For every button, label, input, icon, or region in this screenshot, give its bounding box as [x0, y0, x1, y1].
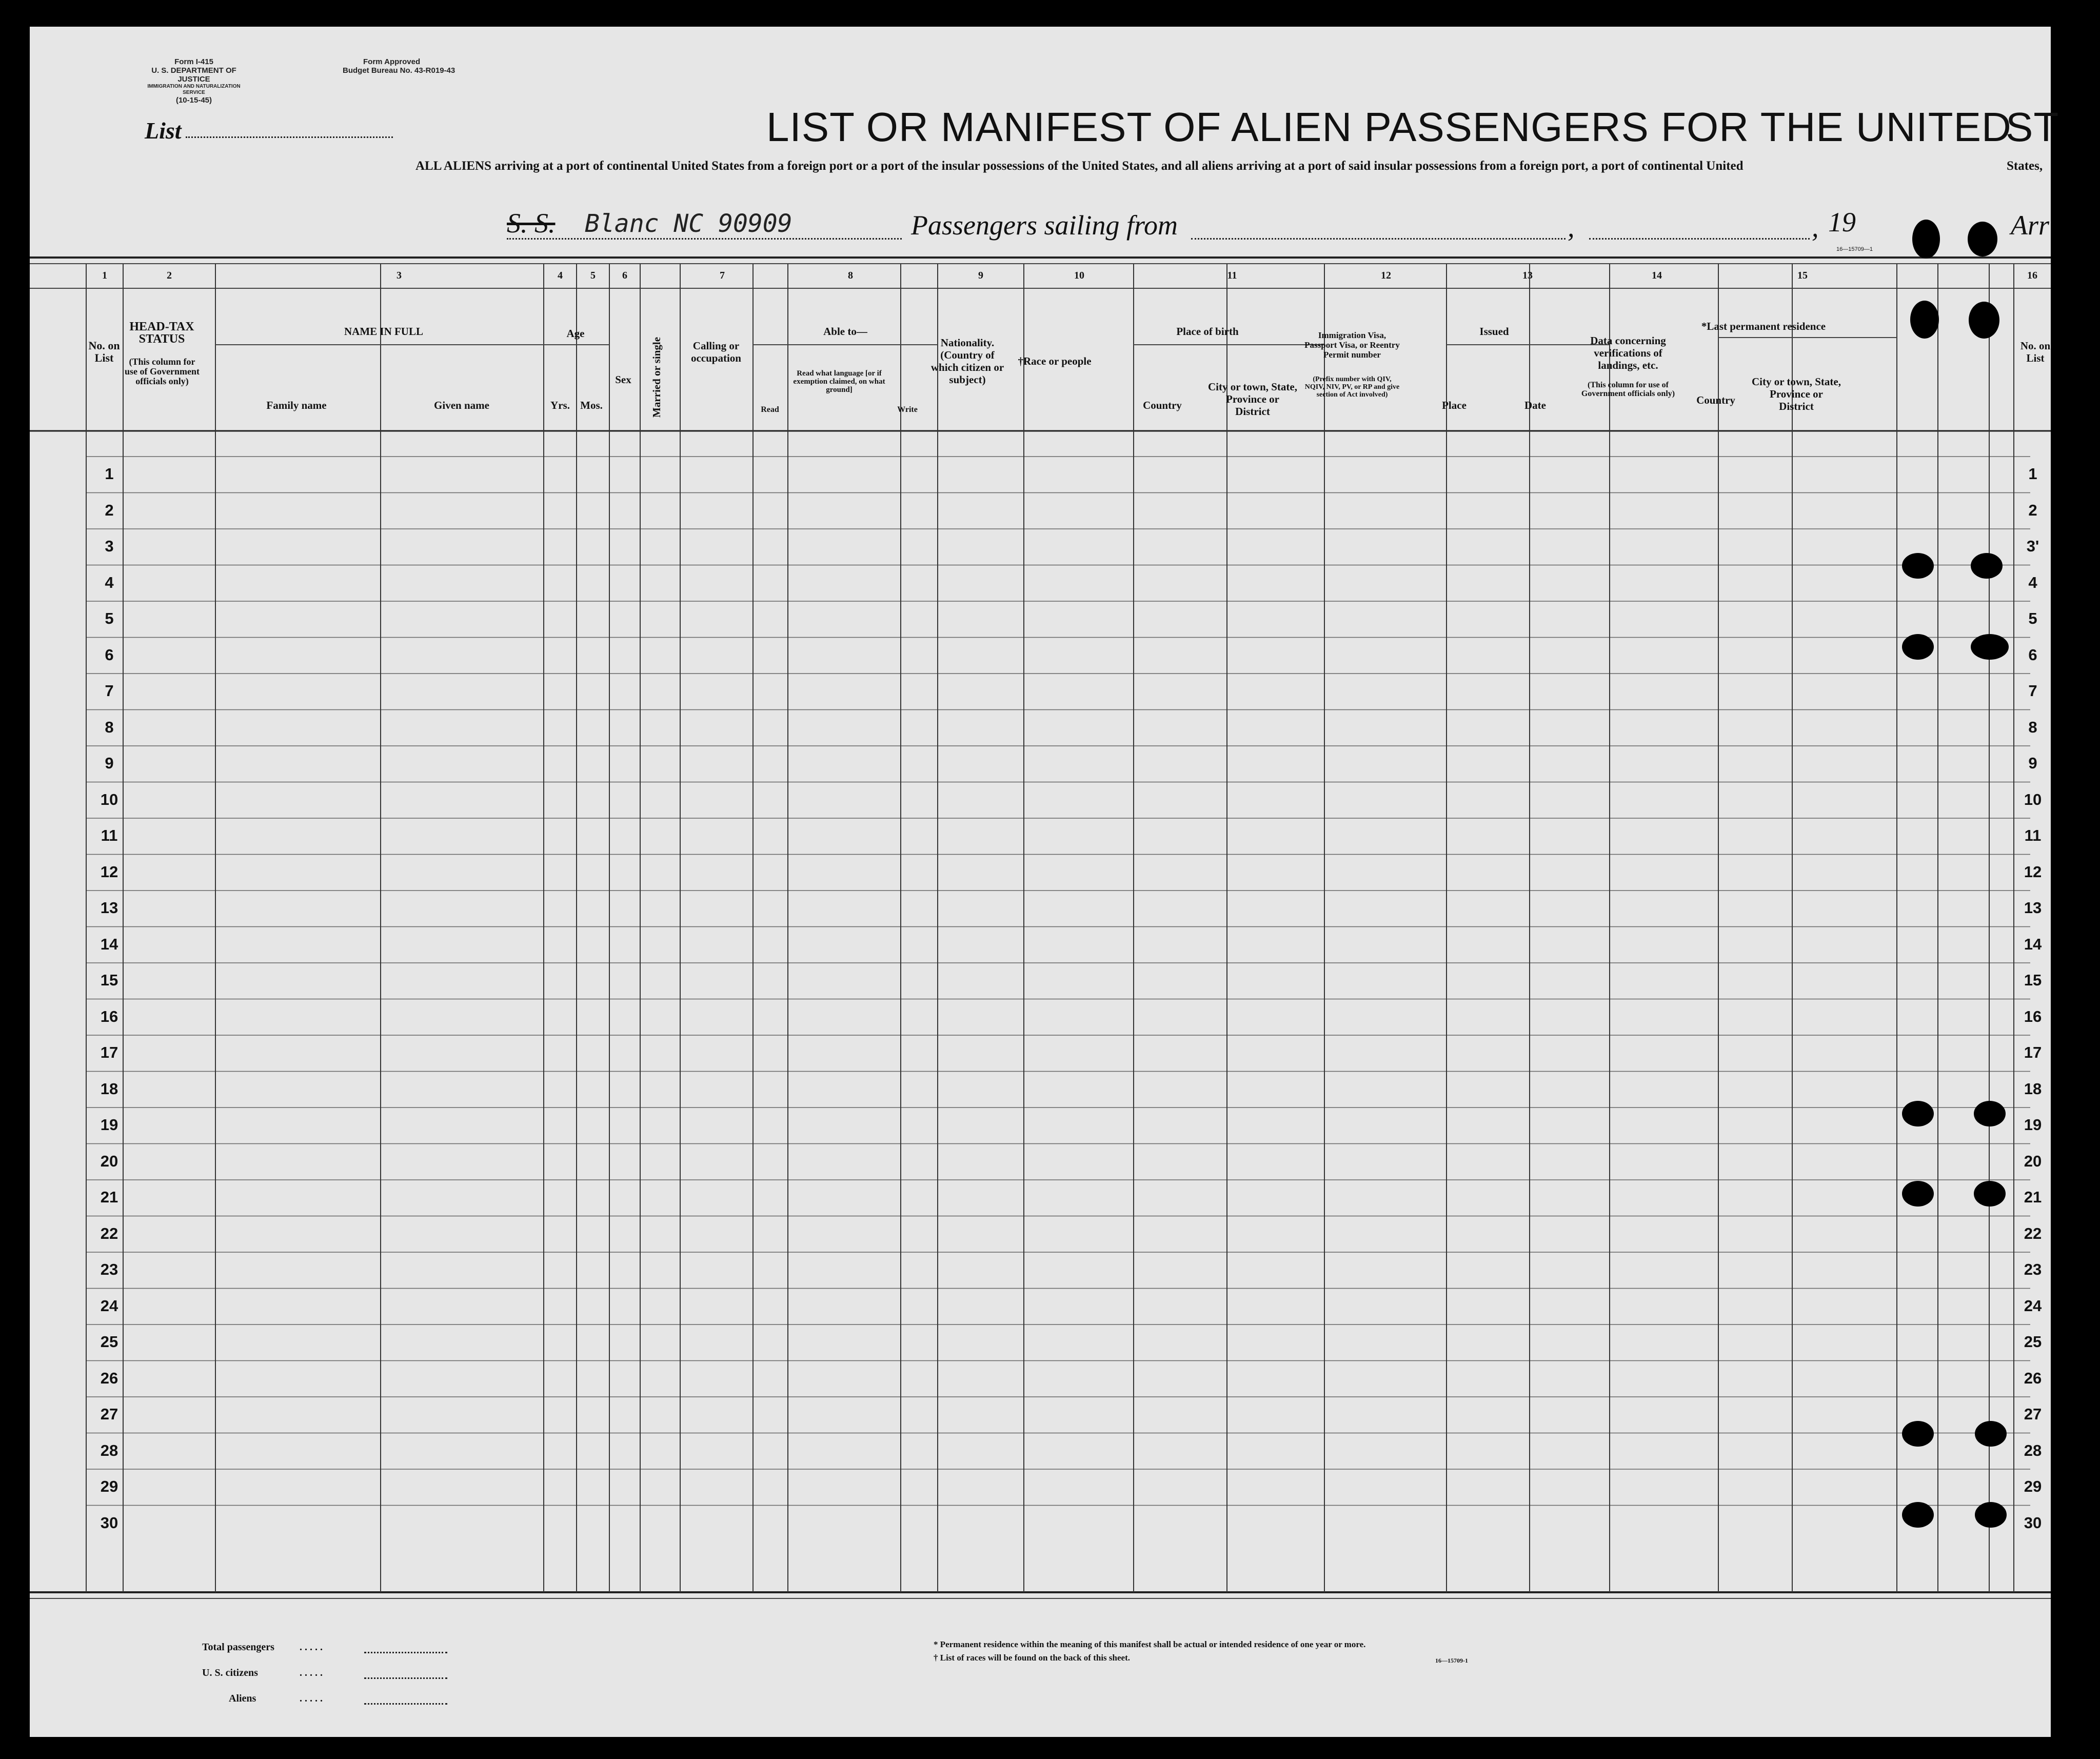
punch-hole [1969, 302, 1999, 339]
col-married: Married or single [650, 337, 663, 418]
col-place-of-birth: Place of birth [1176, 325, 1239, 338]
form-approved: Form Approved [363, 57, 421, 66]
column-number: 7 [720, 270, 725, 281]
page-title: LIST OR MANIFEST OF ALIEN PASSENGERS FOR THE UNITED [766, 104, 2012, 150]
date-code: (10-15-45) [175, 96, 212, 105]
col-no-on-list-right: No. on List [2020, 340, 2051, 364]
row-number: 7 [105, 682, 114, 700]
column-number: 13 [1522, 270, 1533, 281]
punch-hole [1902, 553, 1934, 579]
row-number: 16 [100, 1007, 118, 1025]
row-number: 15 [100, 971, 118, 989]
col-head-tax: HEAD-TAX STATUS [129, 320, 194, 346]
punch-hole [1912, 220, 1940, 259]
row-number-right: 21 [2024, 1188, 2042, 1206]
row-number-right: 19 [2024, 1116, 2042, 1134]
column-number: 15 [1797, 270, 1808, 281]
row-number-right: 3' [2026, 537, 2039, 555]
row-number: 22 [100, 1224, 118, 1242]
row-number-right: 11 [2024, 826, 2042, 844]
row-number: 10 [100, 790, 118, 808]
row-number-right: 1 [2028, 465, 2037, 483]
punch-hole [1902, 1421, 1934, 1447]
row-number: 19 [100, 1116, 118, 1134]
row-number-right: 10 [2024, 790, 2042, 808]
col-issued-date: Date [1524, 399, 1546, 411]
column-number: 2 [167, 270, 172, 281]
form-number: Form I-415 [174, 57, 213, 66]
col-issued: Issued [1479, 325, 1509, 338]
col-read-language: Read what language [or if exemption claimed, on what ground] [793, 369, 885, 394]
row-number: 2 [105, 501, 114, 519]
col-data-concerning: Data concerning verifications of landings, etc. [1590, 334, 1666, 371]
total-passengers-dots: . . . . . [300, 1642, 323, 1653]
page-subtitle: ALL ALIENS arriving at a port of continental United States from a foreign port or a port of the insular possessions of the United States, and all aliens arriving at a port of said insular possessions from a foreign port, a port of continental United [415, 159, 1744, 173]
row-number: 6 [105, 645, 114, 664]
ship-name-handwritten: Blanc NC 90909 [585, 209, 793, 238]
row-number: 12 [100, 862, 118, 881]
row-number-right: 14 [2024, 935, 2042, 953]
row-number: 8 [105, 718, 114, 736]
service: IMMIGRATION AND NATURALIZATION SERVICE [147, 84, 241, 95]
row-number-right: 13 [2024, 899, 2042, 917]
row-number-right: 25 [2024, 1333, 2042, 1351]
column-number: 12 [1381, 270, 1391, 281]
punch-hole [1902, 634, 1934, 660]
row-number: 24 [100, 1296, 118, 1315]
row-number-right: 28 [2024, 1441, 2042, 1459]
row-number: 26 [100, 1369, 118, 1387]
row-number-right: 29 [2024, 1477, 2042, 1495]
department: U. S. DEPARTMENT OF JUSTICE [151, 66, 236, 84]
punch-hole [1968, 222, 1997, 256]
row-number: 3 [105, 537, 114, 555]
row-number: 1 [105, 465, 114, 483]
col-read: Read [761, 405, 779, 414]
col-issued-place: Place [1442, 399, 1467, 411]
arriving-continued: Arr [2011, 210, 2050, 241]
col-family-name: Family name [266, 399, 327, 411]
row-number: 13 [100, 899, 118, 917]
row-number-right: 15 [2024, 971, 2042, 989]
us-citizens-label: U. S. citizens [202, 1667, 258, 1678]
row-number-right: 12 [2024, 862, 2042, 881]
row-number-right: 7 [2028, 682, 2037, 700]
punch-hole [1902, 1181, 1934, 1207]
row-number: 4 [105, 573, 114, 591]
row-number-right: 26 [2024, 1369, 2042, 1387]
col-last-residence: *Last permanent residence [1701, 320, 1826, 332]
row-number-right: 4 [2028, 573, 2037, 591]
row-number: 23 [100, 1260, 118, 1278]
col-race: †Race or people [1018, 355, 1092, 367]
col-immigration-visa: Immigration Visa, Passport Visa, or Reentry Permit number [1304, 330, 1400, 360]
column-number: 14 [1652, 270, 1662, 281]
col-able-to: Able to— [823, 325, 867, 338]
punch-hole [1974, 1181, 2006, 1207]
row-number: 27 [100, 1405, 118, 1423]
row-number: 17 [100, 1043, 118, 1061]
comma-1: , [1568, 212, 1575, 243]
us-citizens-line [364, 1677, 447, 1679]
col-birth-country: Country [1143, 399, 1182, 411]
comma-2: , [1812, 212, 1819, 243]
row-number: 29 [100, 1477, 118, 1495]
punch-hole [1971, 634, 2009, 660]
us-citizens-dots: . . . . . [300, 1667, 323, 1678]
column-number: 1 [102, 270, 107, 281]
aliens-line [364, 1703, 447, 1705]
row-number-right: 5 [2028, 609, 2037, 627]
col-data-note: (This column for use of Government officials only) [1581, 381, 1675, 398]
punch-hole [1971, 553, 2003, 579]
list-label: List [145, 117, 182, 144]
row-number: 20 [100, 1152, 118, 1170]
row-number-right: 27 [2024, 1405, 2042, 1423]
row-number-right: 23 [2024, 1260, 2042, 1278]
punch-hole [1902, 1502, 1934, 1528]
column-number: 10 [1074, 270, 1084, 281]
col-visa-note: (Prefix number with QIV, NQIV, NIV, PV, or RP and give section of Act involved) [1304, 375, 1400, 399]
aliens-dots: . . . . . [300, 1693, 323, 1704]
column-number: 16 [2027, 270, 2037, 281]
row-number-right: 16 [2024, 1007, 2042, 1025]
row-number: 14 [100, 935, 118, 953]
col-age: Age [566, 327, 585, 340]
table-grid [30, 27, 2051, 1737]
row-number-right: 24 [2024, 1296, 2042, 1315]
ship-prefix: S. S. [507, 208, 556, 239]
column-number: 3 [397, 270, 402, 281]
col-birth-city: City or town, State, Province or District [1207, 381, 1297, 418]
row-number: 28 [100, 1441, 118, 1459]
col-sex: Sex [615, 373, 631, 386]
manifest-sheet [30, 27, 2059, 1737]
column-number: 9 [978, 270, 983, 281]
col-lr-country: Country [1696, 394, 1735, 406]
row-number-right: 22 [2024, 1224, 2042, 1242]
row-number-right: 8 [2028, 718, 2037, 736]
print-code-top: 16—15709—1 [1836, 246, 1873, 252]
column-number: 5 [590, 270, 596, 281]
punch-hole [1974, 1101, 2006, 1126]
row-number: 11 [101, 826, 118, 844]
footnote-permanent: * Permanent residence within the meaning of this manifest shall be actual or intended residence of one year or more. [934, 1639, 1366, 1649]
col-given-name: Given name [434, 399, 489, 411]
row-number-right: 6 [2028, 645, 2037, 664]
aliens-label: Aliens [229, 1693, 256, 1704]
sailing-label: Passengers sailing from [911, 210, 1178, 241]
row-number-right: 9 [2028, 754, 2037, 772]
col-lr-city: City or town, State, Province or District [1751, 375, 1841, 412]
column-number: 11 [1227, 270, 1237, 281]
page-subtitle-continued: States, [2007, 159, 2043, 173]
punch-hole [1902, 1101, 1934, 1126]
row-number: 5 [105, 609, 114, 627]
row-number-right: 18 [2024, 1079, 2042, 1098]
row-number-right: 2 [2028, 501, 2037, 519]
row-number: 18 [100, 1079, 118, 1098]
col-write: Write [897, 405, 918, 414]
row-number: 21 [100, 1188, 118, 1206]
budget-bureau: Budget Bureau No. 43-R019-43 [343, 66, 455, 75]
row-number: 30 [100, 1513, 118, 1532]
column-number: 6 [622, 270, 627, 281]
col-head-tax-note: (This column for use of Government officials only) [125, 357, 200, 386]
row-number: 9 [105, 754, 114, 772]
footnote-races: † List of races will be found on the back of this sheet. [934, 1653, 1130, 1663]
row-number-right: 20 [2024, 1152, 2042, 1170]
punch-hole [1975, 1502, 2007, 1528]
col-nationality: Nationality. (Country of which citizen or subject) [930, 337, 1004, 386]
column-number: 8 [848, 270, 853, 281]
col-calling: Calling or occupation [690, 340, 741, 364]
year-prefix: 19 [1828, 207, 1856, 238]
total-passengers-line [364, 1652, 447, 1653]
footnote-code: 16—15709-1 [1435, 1657, 1468, 1664]
total-passengers-label: Total passengers [202, 1642, 274, 1653]
col-age-mos: Mos. [580, 399, 603, 411]
col-no-on-list: No. on List [88, 339, 120, 364]
row-number: 25 [100, 1333, 118, 1351]
col-name-in-full: NAME IN FULL [344, 325, 423, 338]
row-number-right: 17 [2024, 1043, 2042, 1061]
row-number-right: 30 [2024, 1513, 2042, 1532]
col-age-yrs: Yrs. [550, 399, 570, 411]
punch-hole [1910, 301, 1939, 339]
punch-hole [1975, 1421, 2007, 1447]
column-number: 4 [558, 270, 563, 281]
page-title-continued: ST [2006, 104, 2059, 150]
